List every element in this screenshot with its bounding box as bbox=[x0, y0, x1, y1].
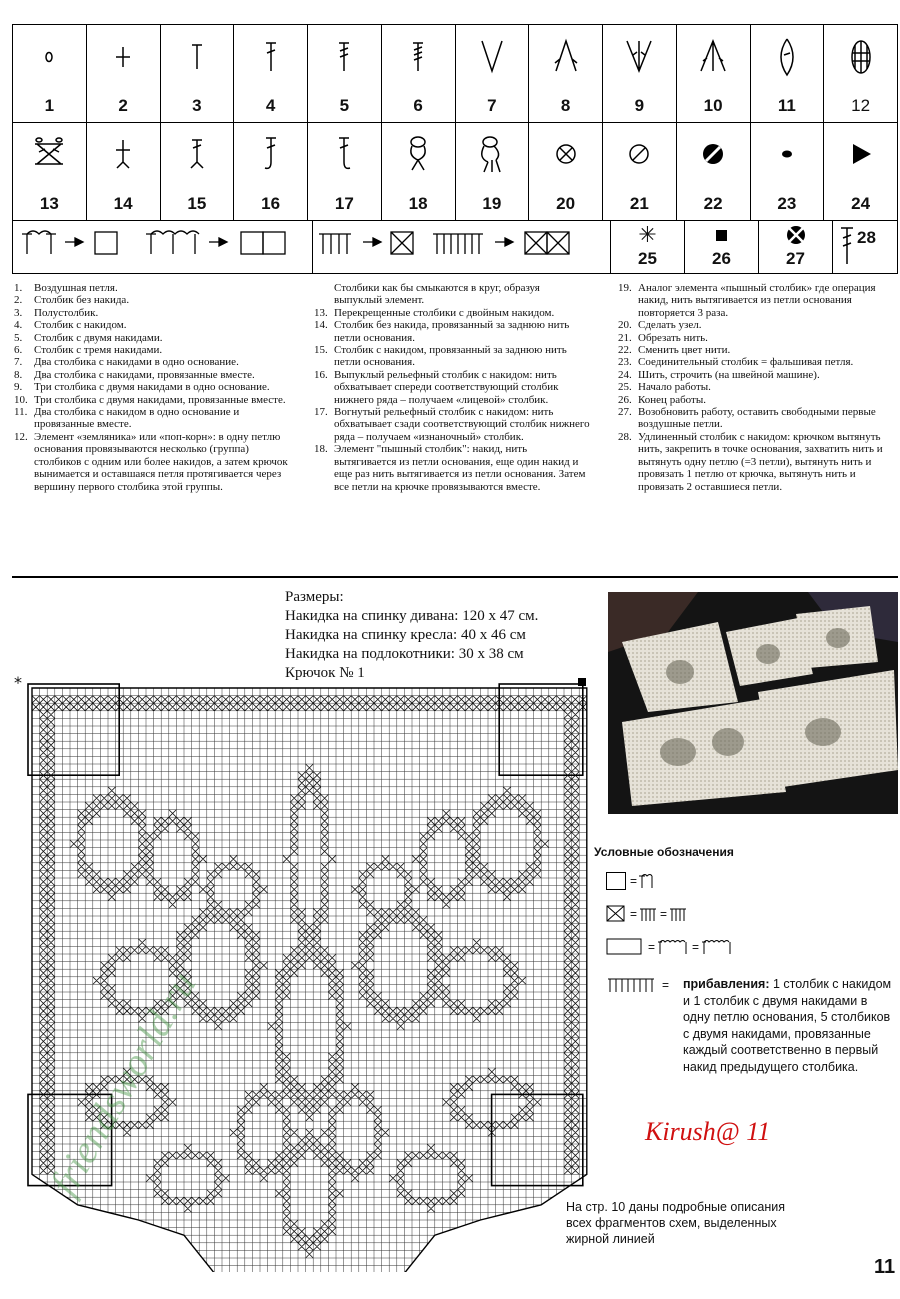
note-item bbox=[14, 307, 297, 319]
note-text: Вогнутый рельефный столбик с накидом: нить обхватывает сзади соответствующий столбик нижнего ряда – получаем «изнаночный» столбик. bbox=[334, 406, 590, 443]
notes-column-3 bbox=[618, 282, 896, 493]
size-line: Накидка на подлокотники: 30 x 38 см bbox=[285, 646, 524, 662]
svg-text:=: = bbox=[630, 874, 638, 888]
size-line: Накидка на спинку дивана: 120 x 47 см. bbox=[285, 608, 539, 624]
note-item bbox=[618, 282, 896, 319]
note-item bbox=[618, 394, 896, 406]
note-text: Начало работы. bbox=[638, 381, 711, 394]
legend-number: 12 bbox=[851, 96, 871, 115]
note-number: 11. bbox=[14, 406, 28, 419]
product-photo bbox=[608, 592, 898, 814]
legend-cell-27 bbox=[759, 220, 833, 273]
legend-cell-16 bbox=[234, 122, 308, 220]
legend-cell-17 bbox=[308, 122, 382, 220]
sizes-heading: Размеры: bbox=[285, 589, 344, 605]
note-item bbox=[14, 332, 297, 344]
note-text: Два столбика с накидами в одно основание. bbox=[34, 356, 239, 369]
note-number: 4. bbox=[14, 319, 23, 332]
legend-cell-22 bbox=[677, 122, 751, 220]
legend-number: 17 bbox=[334, 194, 354, 213]
watermark: friendsworld.ru bbox=[40, 963, 205, 1203]
note-item bbox=[314, 344, 590, 369]
legend-cell-11 bbox=[751, 25, 825, 122]
legend-number: 1 bbox=[44, 96, 55, 115]
note-number: 23. bbox=[618, 356, 632, 369]
legend-number: 3 bbox=[192, 96, 202, 115]
legend-cell-24 bbox=[824, 122, 897, 220]
legend-cell-1 bbox=[13, 25, 87, 122]
note-item bbox=[314, 319, 590, 344]
back-post-dc-icon bbox=[308, 130, 381, 178]
legend-number: 11 bbox=[777, 96, 796, 115]
legend-number: 24 bbox=[851, 194, 871, 213]
note-text: Столбик с накидом, провязанный за заднюю нить петли основания. bbox=[334, 344, 567, 369]
note-number: 24. bbox=[618, 368, 632, 381]
note-number: 5. bbox=[14, 331, 23, 344]
legend-cell-15 bbox=[161, 122, 235, 220]
note-number: 9. bbox=[14, 381, 23, 394]
legend-cell-4 bbox=[234, 25, 308, 122]
note-text: Сменить цвет нити. bbox=[638, 344, 731, 357]
note-item bbox=[14, 369, 297, 381]
open-mesh-conversion-icon bbox=[13, 220, 313, 272]
legend-number: 14 bbox=[113, 194, 133, 213]
legend-cell-8 bbox=[529, 25, 603, 122]
end-marker-icon bbox=[578, 678, 586, 686]
note-text: Конец работы. bbox=[638, 393, 706, 406]
note-number: 13. bbox=[314, 306, 328, 319]
note-text: Полустолбик. bbox=[34, 306, 99, 319]
note-item bbox=[14, 431, 297, 493]
double-treble-icon bbox=[308, 33, 381, 81]
legend-number: 19 bbox=[482, 194, 502, 213]
note-item bbox=[618, 356, 896, 368]
note-number: 8. bbox=[14, 368, 23, 381]
legend-cell-3 bbox=[161, 25, 235, 122]
legend-number: 4 bbox=[265, 96, 276, 115]
legend-number: 18 bbox=[408, 194, 428, 213]
note-text: Три столбика с двумя накидами, провязанные вместе. bbox=[34, 393, 286, 406]
legend-number: 22 bbox=[703, 194, 723, 213]
note-item bbox=[314, 307, 590, 319]
legend-cell-10 bbox=[677, 25, 751, 122]
note-text: Удлиненный столбик с накидом: крючком вытянуть нить, закрепить в точке основания, захватить нить и вытянуть одну петлю (=3 петли), вытянуть нить и провязать 1 петлю от крючка, вытянуть нить и провязать 2 оставшиеся петли. bbox=[638, 430, 883, 493]
note-number: 15. bbox=[314, 344, 328, 357]
svg-text:=: = bbox=[648, 940, 656, 954]
note-number: 16. bbox=[314, 368, 328, 381]
note-item bbox=[618, 381, 896, 393]
front-post-dc-icon bbox=[234, 130, 307, 178]
filled-mesh-conversion-cell bbox=[313, 220, 611, 273]
note-text: Столбик без накида, провязанный за заднюю нить петли основания. bbox=[334, 319, 570, 344]
note-text: Аналог элемента «пышный столбик» где операция накид, нить вытягивается из петли основания повторяется 3 раза. bbox=[638, 282, 876, 319]
change-color-icon bbox=[677, 130, 750, 178]
svg-text:=: = bbox=[630, 907, 638, 921]
legend-cell-2 bbox=[87, 25, 161, 122]
sc-back-loop-icon bbox=[87, 130, 160, 178]
note-item bbox=[314, 406, 590, 443]
filled-square-icon bbox=[685, 222, 758, 248]
note-text: Шить, строчить (на швейной машине). bbox=[638, 368, 820, 381]
legend-cell-9 bbox=[603, 25, 677, 122]
legend-cell-19 bbox=[456, 122, 530, 220]
legend-cell-21 bbox=[603, 122, 677, 220]
two-dc-one-base-icon bbox=[456, 33, 529, 81]
crossed-stitches-icon bbox=[13, 130, 86, 178]
legend-number: 16 bbox=[261, 194, 281, 213]
note-number: 19. bbox=[618, 282, 632, 294]
increase-description bbox=[683, 976, 893, 1075]
legend-number: 7 bbox=[487, 96, 497, 115]
note-number: 17. bbox=[314, 406, 328, 419]
note-number: 14. bbox=[314, 319, 328, 332]
notes-column-1 bbox=[14, 282, 297, 493]
legend-cell-13 bbox=[13, 122, 87, 220]
note-number: 1. bbox=[14, 282, 23, 294]
cut-thread-icon bbox=[603, 130, 676, 178]
legend-number: 20 bbox=[556, 194, 576, 213]
legend-number: 21 bbox=[629, 194, 649, 213]
note-number: 2. bbox=[14, 294, 23, 307]
key-title: Условные обозначения bbox=[594, 845, 734, 859]
note-text: Столбик с тремя накидами. bbox=[34, 344, 163, 357]
legend-cell-20 bbox=[529, 122, 603, 220]
long-mesh-equals-icon bbox=[606, 938, 776, 956]
note-text: Выпуклый рельефный столбик с накидом: нить обхватывает спереди соответствующий столбик нижнего ряда – получаем «лицевой» столбик. bbox=[334, 368, 559, 406]
chain-stitch-icon bbox=[13, 33, 86, 81]
note-number: 22. bbox=[618, 344, 632, 357]
note-item bbox=[314, 282, 590, 307]
increase-label: прибавления: bbox=[683, 977, 770, 991]
note-item bbox=[618, 319, 896, 331]
note-number: 28. bbox=[618, 430, 632, 443]
start-marker-icon: * bbox=[14, 673, 22, 692]
puff-variant-icon bbox=[456, 130, 529, 178]
triple-treble-icon bbox=[382, 33, 455, 81]
legend-number: 27 bbox=[786, 249, 805, 268]
legend-cell-25 bbox=[611, 220, 685, 273]
legend-cell-28 bbox=[833, 220, 899, 273]
note-item bbox=[14, 394, 297, 406]
legend-number: 5 bbox=[339, 96, 350, 115]
note-text: Элемент "пышный столбик": накид, нить вытягивается из петли основания, еще один накид и еще раз нить вытягивается из петли основания. Затем все петли на крючке провязываются вместе. bbox=[334, 443, 586, 493]
note-number: 3. bbox=[14, 306, 23, 319]
three-tr-together-icon bbox=[677, 33, 750, 81]
note-text: Возобновить работу, оставить свободными первые воздушные петли. bbox=[638, 406, 876, 431]
page-note: На стр. 10 даны подробные описания всех фрагментов схем, выделенных жирной линией bbox=[566, 1200, 785, 1246]
note-number: 26. bbox=[618, 393, 632, 406]
joining-slip-stitch-icon bbox=[751, 130, 824, 178]
note-text: Элемент «земляника» или «поп-корн»: в одну петлю основания провязываются несколько (группа) столбиков с одним или более накидов, а затем крючок вынимается и оставшаяся петля протягивается через вершину первого столбика этой группы. bbox=[34, 430, 288, 493]
open-mesh-icon bbox=[606, 872, 626, 890]
note-item bbox=[618, 431, 896, 493]
legend-number: 9 bbox=[634, 96, 645, 115]
note-text: Столбики как бы смыкаются в круг, образуя выпуклый элемент. bbox=[334, 282, 540, 307]
note-item bbox=[618, 344, 896, 356]
note-text: Два столбика с накидом в одно основание и провязанные вместе. bbox=[34, 406, 240, 431]
two-dc-together-icon bbox=[529, 33, 602, 81]
two-dc-one-base-together-icon bbox=[751, 33, 824, 81]
legend-number: 28 bbox=[857, 228, 876, 247]
puff-stitch-icon bbox=[382, 130, 455, 178]
note-item bbox=[14, 381, 297, 393]
legend-cell-7 bbox=[456, 25, 530, 122]
increase-text: 1 столбик с накидом и 1 столбик с двумя накидами в одну петлю основания, 5 столбиков с двумя накидами, провязанные каждый соответственно в первый накид предыдущего столбика. bbox=[683, 977, 892, 1074]
legend-cell-12 bbox=[824, 25, 897, 122]
legend-number: 10 bbox=[703, 96, 723, 115]
symbol-legend-table bbox=[12, 24, 898, 274]
single-crochet-icon bbox=[87, 33, 160, 81]
size-line: Крючок № 1 bbox=[285, 665, 365, 681]
note-text: Столбик с накидом. bbox=[34, 319, 127, 332]
note-text: Столбик без накида. bbox=[34, 294, 130, 307]
filled-mesh-conversion-icon bbox=[313, 220, 611, 272]
note-number: 7. bbox=[14, 356, 23, 369]
note-item bbox=[14, 356, 297, 368]
legend-row-1 bbox=[13, 25, 897, 123]
legend-number: 2 bbox=[118, 96, 128, 115]
note-text: Воздушная петля. bbox=[34, 282, 118, 294]
legend-number: 26 bbox=[712, 249, 731, 268]
note-item bbox=[14, 294, 297, 306]
legend-number: 15 bbox=[187, 194, 207, 213]
legend-cell-14 bbox=[87, 122, 161, 220]
signature: Kirush@ 11 bbox=[645, 1117, 771, 1146]
note-item bbox=[14, 282, 297, 294]
note-number: 6. bbox=[14, 344, 23, 357]
note-item bbox=[314, 443, 590, 493]
note-number bbox=[314, 282, 334, 307]
note-item bbox=[618, 406, 896, 431]
note-text: Обрезать нить. bbox=[638, 331, 708, 344]
open-mesh-equals-icon bbox=[626, 872, 686, 890]
note-item bbox=[14, 406, 297, 431]
legend-number: 23 bbox=[777, 194, 797, 213]
svg-text:=: = bbox=[660, 907, 668, 921]
legend-row-2 bbox=[13, 122, 897, 221]
size-line: Накидка на спинку кресла: 40 x 46 см bbox=[285, 627, 526, 643]
note-number: 20. bbox=[618, 319, 632, 332]
sew-icon bbox=[824, 130, 897, 178]
asterisk-icon: ✳ bbox=[638, 222, 657, 247]
note-text: Три столбика с двумя накидами в одно основание. bbox=[34, 381, 270, 394]
note-item bbox=[314, 369, 590, 406]
increase-icon bbox=[606, 976, 682, 994]
slip-stitch-icon bbox=[161, 33, 234, 81]
svg-text:=: = bbox=[692, 940, 700, 954]
mesh-conversion-cell bbox=[13, 220, 313, 273]
note-item bbox=[14, 344, 297, 356]
svg-text:=: = bbox=[662, 978, 670, 992]
note-number: 18. bbox=[314, 443, 328, 456]
lace-doilies-image bbox=[608, 592, 898, 814]
note-text: Столбик с двумя накидами. bbox=[34, 331, 163, 344]
legend-number: 6 bbox=[413, 96, 423, 115]
legend-cell-18 bbox=[382, 122, 456, 220]
filled-mesh-equals-icon bbox=[606, 905, 726, 923]
note-number: 25. bbox=[618, 381, 632, 394]
resume-work-icon bbox=[759, 222, 832, 248]
note-number: 21. bbox=[618, 331, 632, 344]
legend-row-3 bbox=[13, 220, 897, 273]
sizes-block bbox=[285, 588, 538, 683]
page-number: 11 bbox=[874, 1256, 896, 1278]
legend-number: 13 bbox=[39, 194, 59, 213]
note-item bbox=[14, 319, 297, 331]
note-text: Сделать узел. bbox=[638, 319, 702, 332]
note-text: Два столбика с накидами, провязанные вместе. bbox=[34, 368, 255, 381]
legend-cell-6 bbox=[382, 25, 456, 122]
key-row-long-mesh bbox=[606, 938, 776, 956]
key-row-open-mesh bbox=[606, 872, 686, 890]
legend-cell-23 bbox=[751, 122, 825, 220]
extended-dc-icon bbox=[839, 226, 855, 266]
legend-number: 8 bbox=[560, 96, 571, 115]
key-row-filled-mesh bbox=[606, 905, 726, 923]
double-crochet-icon bbox=[234, 33, 307, 81]
note-text: Перекрещенные столбики с двойным накидом. bbox=[334, 306, 555, 319]
three-tr-one-base-icon bbox=[603, 33, 676, 81]
note-number: 10. bbox=[14, 393, 28, 406]
popcorn-icon bbox=[824, 33, 897, 81]
section-divider bbox=[12, 576, 898, 578]
legend-cell-5 bbox=[308, 25, 382, 122]
note-number: 27. bbox=[618, 406, 632, 419]
note-item bbox=[618, 369, 896, 381]
legend-cell-26 bbox=[685, 220, 759, 273]
dc-back-loop-icon bbox=[161, 130, 234, 178]
note-number: 12. bbox=[14, 430, 28, 443]
legend-number: 25 bbox=[638, 249, 657, 268]
key-row-increase bbox=[606, 976, 682, 994]
note-text: Соединительный столбик = фальшивая петля. bbox=[638, 356, 854, 369]
note-item bbox=[618, 332, 896, 344]
notes-column-2 bbox=[314, 282, 590, 493]
make-knot-icon bbox=[529, 130, 602, 178]
